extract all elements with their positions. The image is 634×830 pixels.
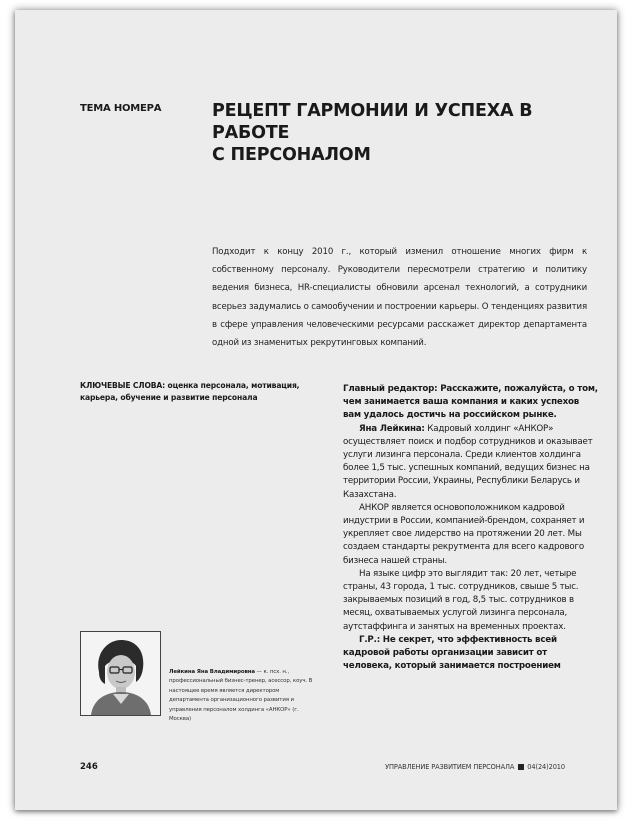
section-label: ТЕМА НОМЕРА xyxy=(80,103,162,114)
answer-speaker: Яна Лейкина: xyxy=(359,423,425,434)
article-lead: Подходит к концу 2010 г., который изменил отношение многих фирм к собственному персоналу. Руководители пересмотрели стратегию и политику ведения бизнеса, HR-специалисты обновили арсенал технологий, а сотрудники всерьез задумались о самообучении и построении карьеры. О тенденциях развития в сфере управления человеческими ресурсами расскажет директор департамента одной из знаменитых рекрутинговых компаний. xyxy=(212,247,587,349)
page-number: 246 xyxy=(80,762,98,772)
journal-footer xyxy=(385,763,565,771)
question-1: Главный редактор: Расскажите, пожалуйста, о том, чем занимается ваша компания и каких успехов вам удалось достичь на российском рынке. xyxy=(343,384,598,421)
author-bio xyxy=(169,668,315,724)
answer-1-paragraph-3: На языке цифр это выглядит так: 20 лет, четыре страны, 43 города, 1 тыс. сотрудников, свыше 5 тыс. закрываемых позиций в год, 8,5 тыс. сотрудников в месяц, охватываемых услугой лизинга персонала, аутстаффинга и занятых на временных проектах. xyxy=(343,568,579,632)
interview-column xyxy=(343,383,598,673)
issue-number: 04(24)2010 xyxy=(527,763,565,771)
answer-1-text: Кадровый холдинг «АНКОР» осуществляет поиск и подбор сотрудников и оказывает услуги лизинга персонала. Среди клиентов холдинга более 1,5 тыс. успешных компаний, ведущих бизнес на территории России, Украины, Республики Беларусь и Казахстана. xyxy=(343,423,593,500)
magazine-page xyxy=(15,10,617,810)
title-line-1: РЕЦЕПТ ГАРМОНИИ И УСПЕХА В РАБОТЕ xyxy=(212,101,533,143)
question-2: Г.Р.: Не секрет, что эффективность всей кадровой работы организации зависит от человека, который занимается построением xyxy=(343,634,561,672)
portrait-image xyxy=(81,632,160,715)
title-line-2: С ПЕРСОНАЛОМ xyxy=(212,145,371,165)
keywords-label: КЛЮЧЕВЫЕ СЛОВА: xyxy=(80,381,166,390)
author-photo xyxy=(80,631,161,716)
keywords-text: оценка персонала, мотивация, карьера, обучение и развитие персонала xyxy=(80,381,300,402)
bio-name: Лейкина Яна Владимировна xyxy=(169,669,255,675)
square-bullet-icon xyxy=(518,764,524,770)
keywords xyxy=(80,380,330,404)
bio-text: — к. псх. н., профессиональный бизнес-тренер, асессор, коуч. В настоящее время является директором департамента организационного развития и управления персоналом холдинга «АНКОР» (г. Москва) xyxy=(169,669,313,723)
answer-1-paragraph-1 xyxy=(343,423,598,502)
article-title xyxy=(212,100,572,166)
journal-name: УПРАВЛЕНИЕ РАЗВИТИЕМ ПЕРСОНАЛА xyxy=(385,763,515,771)
answer-1-paragraph-2: АНКОР является основоположником кадровой индустрии в России, компанией-брендом, сохраняет и укрепляет свое лидерство на протяжении 20 лет. Мы создаем стандарты рекрутмента для всего кадрового бизнеса нашей страны. xyxy=(343,502,585,566)
